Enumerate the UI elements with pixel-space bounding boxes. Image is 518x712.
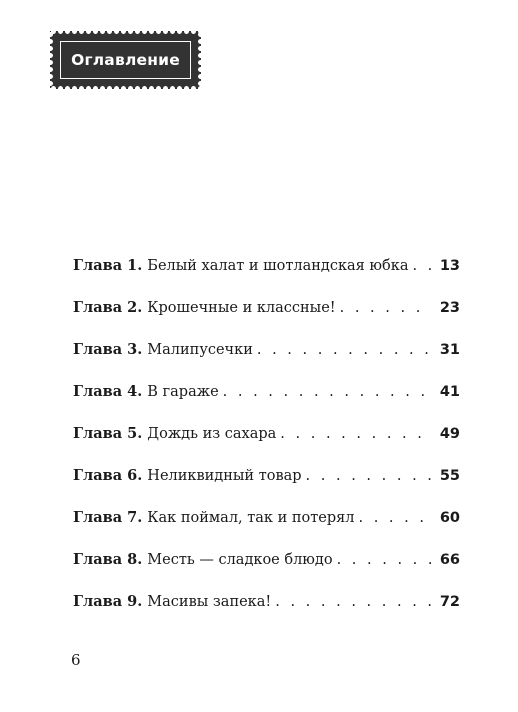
- chapter-title: Масивы запека!: [147, 594, 272, 610]
- dot-leader: [412, 258, 432, 274]
- dot-leader: [223, 384, 432, 400]
- chapter-title: Малипусечки: [147, 342, 253, 358]
- chapter-label: Глава 7.: [73, 509, 143, 526]
- chapter-page: 13: [439, 258, 460, 274]
- chapter-title: Крошечные и классные!: [147, 300, 336, 316]
- toc-entry-3: [73, 341, 460, 383]
- chapter-page: 66: [439, 552, 460, 568]
- chapter-page: 49: [439, 426, 460, 442]
- chapter-title: Дождь из сахара: [147, 426, 277, 442]
- chapter-label: Глава 5.: [73, 425, 143, 442]
- toc-entry-8: [73, 551, 460, 593]
- toc-entry-4: [73, 383, 460, 425]
- chapter-label: Глава 3.: [73, 341, 143, 358]
- chapter-label: Глава 9.: [73, 593, 143, 610]
- dot-leader: [337, 552, 432, 568]
- chapter-page: 31: [439, 342, 460, 358]
- chapter-page: 23: [439, 300, 460, 316]
- dot-leader: [257, 342, 432, 358]
- page-number: 6: [71, 651, 81, 669]
- chapter-title: Неликвидный товар: [147, 468, 302, 484]
- table-of-contents: [73, 257, 460, 635]
- chapter-label: Глава 1.: [73, 257, 143, 274]
- dot-leader: [275, 594, 432, 610]
- dot-leader: [359, 510, 433, 526]
- chapter-title: Месть — сладкое блюдо: [147, 552, 333, 568]
- toc-entry-7: [73, 509, 460, 551]
- chapter-page: 72: [439, 594, 460, 610]
- dot-leader: [280, 426, 432, 442]
- chapter-title: Как поймал, так и потерял: [147, 510, 355, 526]
- chapter-title: Белый халат и шотландская юбка: [147, 258, 409, 274]
- toc-entry-2: [73, 299, 460, 341]
- dot-leader: [340, 300, 432, 316]
- toc-entry-6: [73, 467, 460, 509]
- toc-entry-1: [73, 257, 460, 299]
- chapter-label: Глава 4.: [73, 383, 143, 400]
- chapter-page: 55: [439, 468, 460, 484]
- chapter-label: Глава 6.: [73, 467, 143, 484]
- chapter-label: Глава 2.: [73, 299, 143, 316]
- title-stamp: [50, 31, 201, 89]
- chapter-label: Глава 8.: [73, 551, 143, 568]
- chapter-page: 60: [439, 510, 460, 526]
- chapter-page: 41: [439, 384, 460, 400]
- page-title: Оглавление: [71, 51, 180, 69]
- title-stamp-frame: [60, 41, 191, 79]
- chapter-title: В гараже: [147, 384, 219, 400]
- toc-entry-9: [73, 593, 460, 635]
- dot-leader: [306, 468, 432, 484]
- toc-entry-5: [73, 425, 460, 467]
